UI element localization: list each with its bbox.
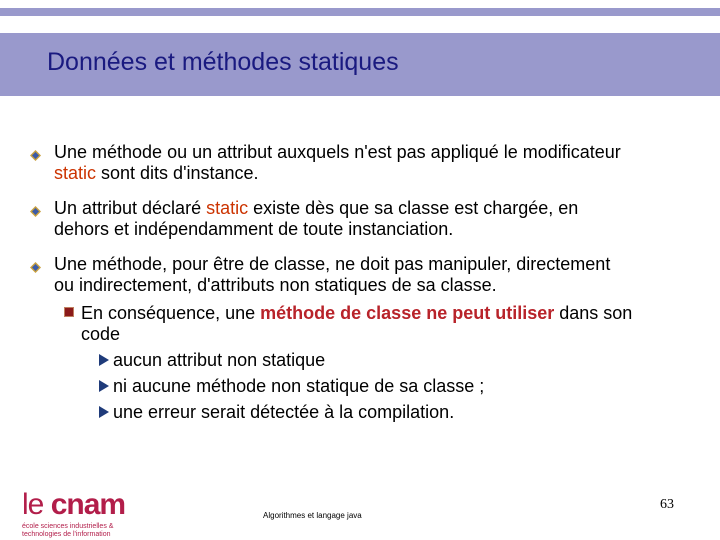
sub-bullet-post: dans son [554,303,633,323]
page-number: 63 [660,497,674,512]
bullet-2-pre: Un attribut déclaré [54,198,207,218]
subsub-bullet-1: aucun attribut non statique [113,350,326,370]
keyword-static: static [206,198,249,218]
bullet-1-line-2: sont dits d'instance. [96,163,259,183]
subsub-bullet-2: ni aucune méthode non statique de sa classe ; [113,376,485,396]
arrow-bullet-icon [99,354,109,366]
diamond-bullet-icon [30,206,41,217]
diamond-bullet-icon [30,150,41,161]
keyword-static: static [54,163,97,183]
bullet-3-line-1: Une méthode, pour être de classe, ne doit pas manipuler, directement [54,254,611,274]
subsub-bullet-3: une erreur serait détectée à la compilation. [113,402,455,422]
diamond-bullet-icon [30,262,41,273]
emphasis-text: méthode de classe ne peut utiliser [260,303,555,323]
bullet-2-line-2: dehors et indépendamment de toute instanciation. [54,219,454,239]
bullet-2 [54,198,578,240]
course-name: Algorithmes et langage java [263,511,362,520]
arrow-bullet-icon [99,380,109,392]
arrow-bullet-icon [99,406,109,418]
sub-bullet-pre: En conséquence, une [81,303,261,323]
bullet-3 [54,254,610,296]
square-bullet-icon [64,307,74,317]
bullet-1-line-1: Une méthode ou un attribut auxquels n'est pas appliqué le modificateur [54,142,621,162]
bullet-2-post: existe dès que sa classe est chargée, en [248,198,579,218]
sub-bullet [81,303,632,345]
cnam-logo [22,490,132,539]
bullet-1 [54,142,621,184]
sub-bullet-line-2: code [81,324,121,344]
logo-wordmark: le cnam [22,488,126,521]
bullet-3-line-2: ou indirectement, d'attributs non statiques de sa classe. [54,275,497,295]
slide-title: Données et méthodes statiques [47,48,399,76]
top-decor-strip [0,8,720,16]
logo-tagline: école sciences industrielles & technologies de l'information [22,523,114,538]
